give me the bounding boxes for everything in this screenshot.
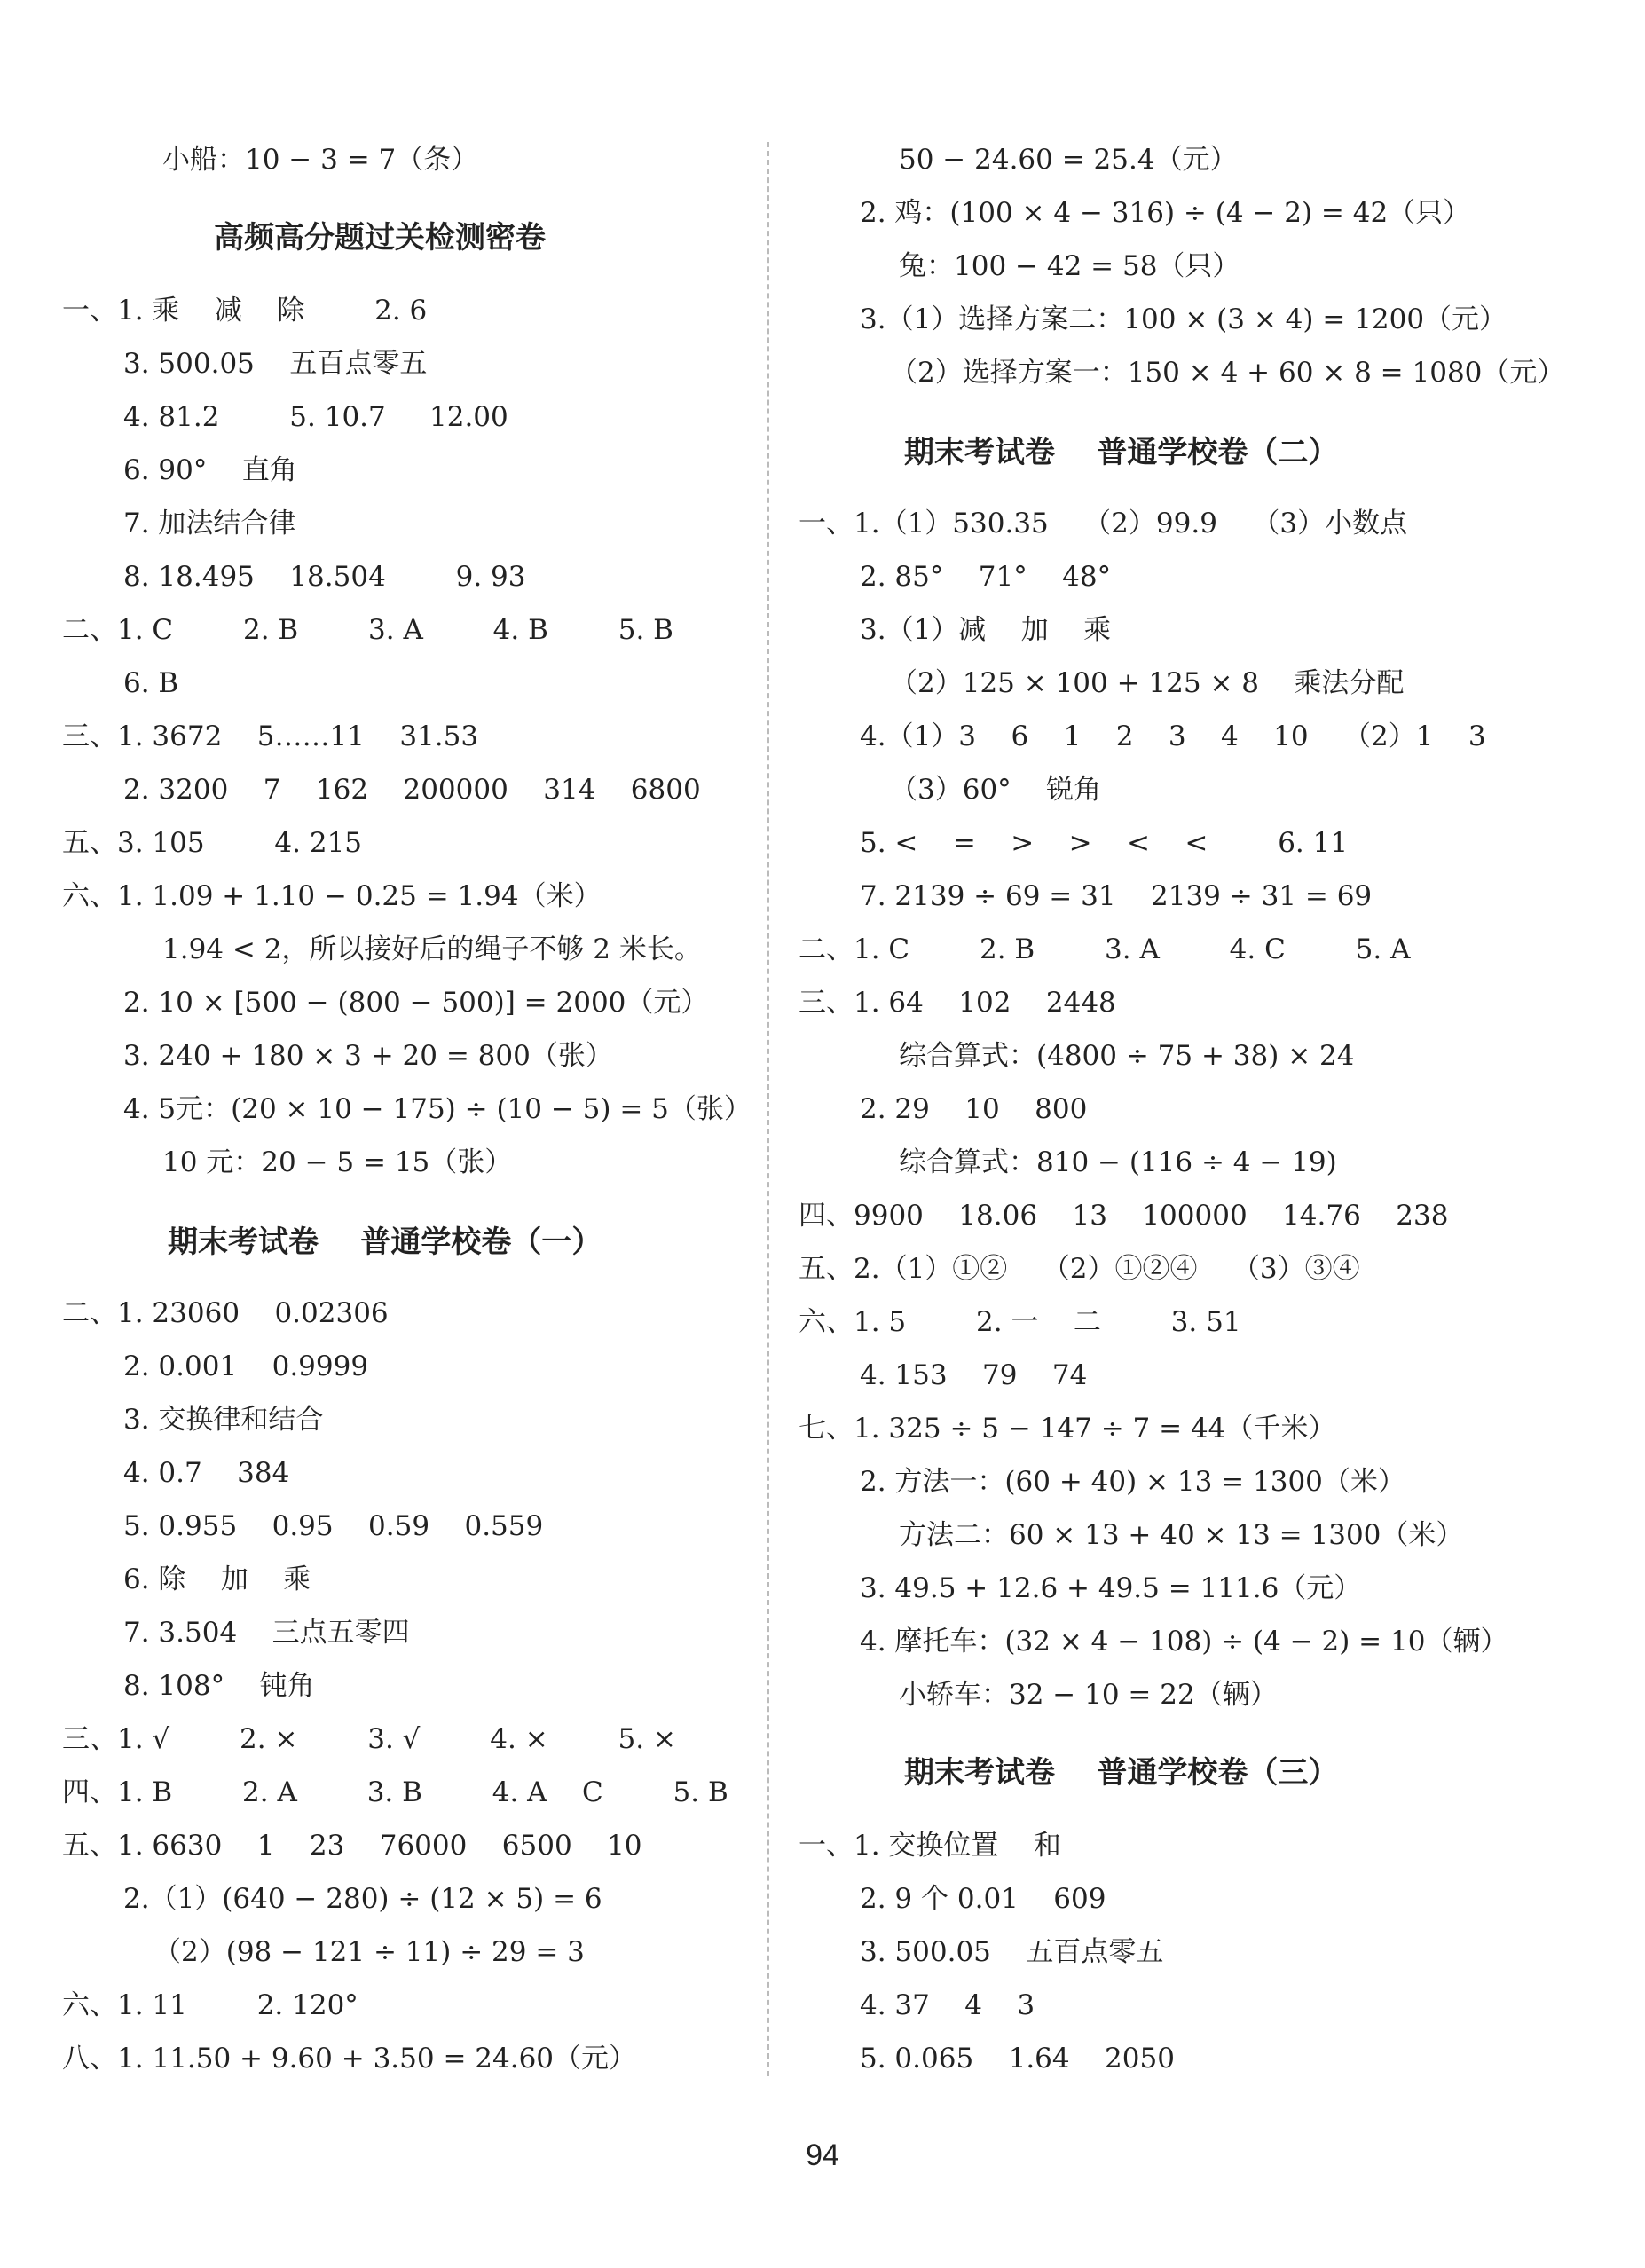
answer-line: 3. 交换律和结合 (123, 1404, 324, 1436)
answer-line: 二、1. 23060 0.02306 (62, 1297, 389, 1329)
answer-line: （2）125 × 100 + 125 × 8 乘法分配 (890, 667, 1405, 699)
answer-line: 1.94 < 2，所以接好后的绳子不够 2 米长。 (162, 933, 702, 965)
answer-line: 五、3. 105 4. 215 (62, 827, 363, 859)
answer-line: （3）60° 锐角 (890, 774, 1102, 806)
answer-line: 50 − 24.60 = 25.4（元） (899, 144, 1238, 176)
column-divider (767, 142, 769, 2076)
answer-line: 2. 85° 71° 48° (860, 561, 1112, 593)
answer-line: 一、1. 乘 减 除 2. 6 (62, 295, 428, 327)
answer-line: 三、1. √ 2. × 3. √ 4. × 5. × (62, 1723, 676, 1755)
answer-line: 六、1. 11 2. 120° (62, 1989, 358, 2021)
answer-line: 小轿车：32 − 10 = 22（辆） (899, 1679, 1278, 1711)
answer-line: 3. 240 + 180 × 3 + 20 = 800（张） (123, 1040, 613, 1072)
section-heading: 高频高分题过关检测密卷 (214, 220, 546, 256)
answer-line: 二、1. C 2. B 3. A 4. B 5. B (62, 614, 673, 646)
answer-line: 五、1. 6630 1 23 76000 6500 10 (62, 1830, 642, 1862)
answer-line: 综合算式：810 − (116 ÷ 4 − 19) (899, 1146, 1337, 1178)
answer-line: 4. 37 4 3 (860, 1989, 1035, 2021)
answer-line: 8. 18.495 18.504 9. 93 (123, 561, 526, 593)
answer-line: 小船：10 − 3 = 7（条） (162, 144, 479, 176)
answer-line: 2. 鸡：(100 × 4 − 316) ÷ (4 − 2) = 42（只） (860, 197, 1471, 229)
answer-line: 六、1. 5 2. 一 二 3. 51 (799, 1306, 1241, 1338)
answer-line: 兔：100 − 42 = 58（只） (899, 250, 1240, 282)
answer-line: 2. 29 10 800 (860, 1093, 1088, 1125)
answer-line: 3. 500.05 五百点零五 (860, 1936, 1164, 1968)
answer-line: 5. 0.955 0.95 0.59 0.559 (123, 1510, 544, 1542)
answer-line: 7. 3.504 三点五零四 (123, 1617, 410, 1649)
answer-line: 综合算式：(4800 ÷ 75 + 38) × 24 (899, 1040, 1355, 1072)
answer-line: 7. 加法结合律 (123, 508, 296, 539)
answer-line: （2）(98 − 121 ÷ 11) ÷ 29 = 3 (153, 1936, 585, 1968)
answer-line: 4. 0.7 384 (123, 1457, 290, 1489)
answer-line: 2. 9 个 0.01 609 (860, 1883, 1106, 1915)
answer-line: 方法二：60 × 13 + 40 × 13 = 1300（米） (899, 1519, 1464, 1551)
answer-line: 八、1. 11.50 + 9.60 + 3.50 = 24.60（元） (62, 2043, 637, 2075)
answer-line: 三、1. 3672 5……11 31.53 (62, 721, 479, 752)
section-heading: 期末考试卷 普通学校卷（二） (904, 435, 1339, 470)
answer-line: 四、9900 18.06 13 100000 14.76 238 (799, 1200, 1449, 1232)
answer-line: 7. 2139 ÷ 69 = 31 2139 ÷ 31 = 69 (860, 880, 1373, 912)
answer-line: 8. 108° 钝角 (123, 1670, 315, 1702)
answer-line: 五、2.（1）①② （2）①②④ （3）③④ (799, 1253, 1360, 1285)
answer-line: 4.（1）3 6 1 2 3 4 10 （2）1 3 (860, 721, 1486, 752)
answer-line: 4. 81.2 5. 10.7 12.00 (123, 401, 508, 433)
answer-line: 3.（1）减 加 乘 (860, 614, 1112, 646)
answer-line: 6. B (123, 667, 179, 699)
answer-line: 3. 500.05 五百点零五 (123, 348, 428, 380)
page-number: 94 (806, 2138, 839, 2172)
answer-line: 2.（1）(640 − 280) ÷ (12 × 5) = 6 (123, 1883, 602, 1915)
answer-line: 5. < = > > < < 6. 11 (860, 827, 1349, 859)
answer-line: 二、1. C 2. B 3. A 4. C 5. A (799, 933, 1411, 965)
answer-line: 4. 5元：(20 × 10 − 175) ÷ (10 − 5) = 5（张） (123, 1093, 752, 1125)
answer-line: 2. 方法一：(60 + 40) × 13 = 1300（米） (860, 1466, 1405, 1498)
answer-line: 4. 摩托车：(32 × 4 − 108) ÷ (4 − 2) = 10（辆） (860, 1626, 1508, 1658)
answer-line: 一、1. 交换位置 和 (799, 1830, 1061, 1862)
answer-line: 一、1.（1）530.35 （2）99.9 （3）小数点 (799, 508, 1408, 539)
answer-line: 六、1. 1.09 + 1.10 − 0.25 = 1.94（米） (62, 880, 602, 912)
section-heading: 期末考试卷 普通学校卷（三） (904, 1755, 1339, 1791)
answer-line: 4. 153 79 74 (860, 1359, 1088, 1391)
answer-line: 6. 90° 直角 (123, 454, 297, 486)
answer-line: 10 元：20 − 5 = 15（张） (162, 1146, 513, 1178)
answer-line: （2）选择方案一：150 × 4 + 60 × 8 = 1080（元） (890, 357, 1565, 389)
answer-line: 5. 0.065 1.64 2050 (860, 2043, 1175, 2075)
section-heading: 期末考试卷 普通学校卷（一） (168, 1225, 602, 1260)
answer-line: 3.（1）选择方案二：100 × (3 × 4) = 1200（元） (860, 303, 1507, 335)
answer-line: 2. 10 × [500 − (800 − 500)] = 2000（元） (123, 987, 709, 1019)
answer-line: 三、1. 64 102 2448 (799, 987, 1116, 1019)
answer-line: 七、1. 325 ÷ 5 − 147 ÷ 7 = 44（千米） (799, 1413, 1336, 1445)
answer-line: 四、1. B 2. A 3. B 4. A C 5. B (62, 1776, 728, 1808)
answer-line: 3. 49.5 + 12.6 + 49.5 = 111.6（元） (860, 1572, 1362, 1604)
answer-line: 2. 3200 7 162 200000 314 6800 (123, 774, 701, 806)
answer-line: 2. 0.001 0.9999 (123, 1351, 369, 1382)
answer-line: 6. 除 加 乘 (123, 1563, 311, 1595)
